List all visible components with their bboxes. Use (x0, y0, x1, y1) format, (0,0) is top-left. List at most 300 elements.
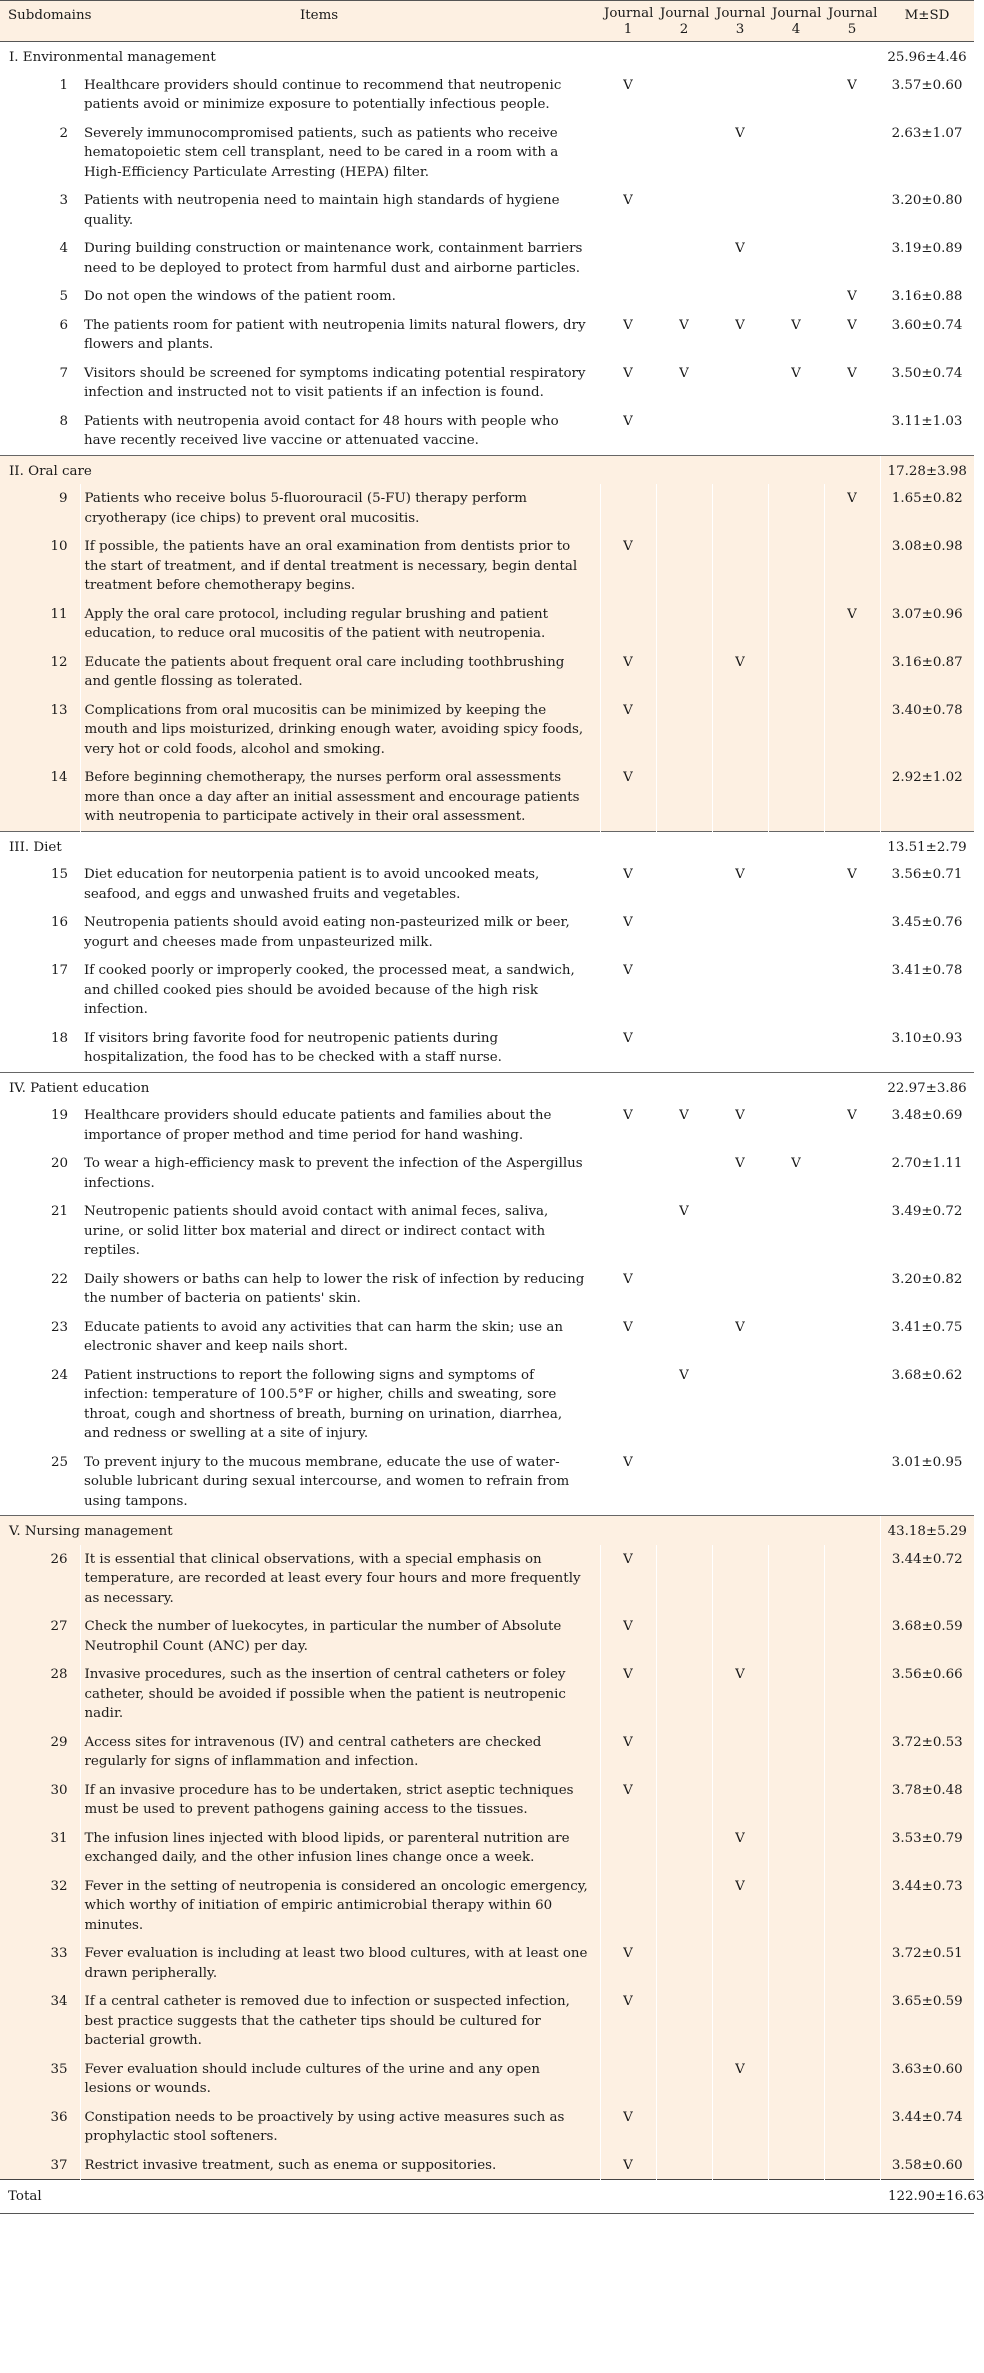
journal-2-mark (656, 2055, 712, 2103)
item-row (0, 2055, 974, 2103)
journal-3-mark (712, 282, 768, 311)
journal-2-mark (656, 1024, 712, 1073)
journal-2-mark (656, 1149, 712, 1197)
journal-1-mark: V (623, 963, 633, 978)
journal-2-mark (656, 600, 712, 648)
journal-4-mark: V (791, 1156, 801, 1171)
journal-5-mark (824, 956, 880, 1024)
item-row (0, 2103, 974, 2151)
item-text: If visitors bring favorite food for neutropenic patients during hospitalization, the food has to be checked with a staff nurse. (84, 1030, 502, 1065)
header-mean-sd: M±SD (880, 1, 974, 42)
journal-4-mark (768, 1265, 824, 1313)
journal-4-mark (768, 1545, 824, 1613)
item-mean-sd: 3.50±0.74 (891, 365, 963, 381)
journal-4-mark (768, 1824, 824, 1872)
journal-1-mark: V (600, 532, 656, 600)
journal-5-mark (824, 1149, 880, 1197)
journal-2-mark (656, 1612, 712, 1660)
header-journal-2 (656, 1, 712, 42)
journal-4-mark (768, 956, 824, 1024)
journal-1-mark: V (600, 648, 656, 696)
journal-5-mark: V (847, 1108, 857, 1123)
journal-5-mark (824, 234, 880, 282)
journal-4-mark (768, 234, 824, 282)
item-number: 18 (50, 1030, 68, 1046)
journal-1-mark: V (600, 1939, 656, 1987)
item-mean-sd: 3.45±0.76 (891, 915, 963, 930)
journal-4-mark (768, 407, 824, 456)
item-row (0, 2151, 974, 2180)
item-row (0, 1361, 974, 1448)
journal-5-mark: V (824, 600, 880, 648)
item-text: Healthcare providers should educate patients and families about the importance of proper method and time period for hand washing. (84, 1108, 552, 1143)
journal-3-mark: V (712, 648, 768, 696)
item-text: Visitors should be screened for symptoms indicating potential respiratory infection and instructed not to visit patients if an infection is found. (84, 365, 586, 400)
item-number: 24 (50, 1367, 68, 1383)
journal-5-mark (824, 696, 880, 764)
item-number: 12 (0, 648, 80, 696)
journal-5-mark (824, 1987, 880, 2055)
journal-5-mark (824, 1728, 880, 1776)
journal-4-mark (768, 1872, 824, 1940)
journal-2-mark (656, 696, 712, 764)
journal-5-mark (824, 1660, 880, 1728)
journal-5-mark (824, 407, 880, 456)
journal-2-mark (656, 1872, 712, 1940)
journal-3-mark (712, 2151, 768, 2180)
item-row (0, 1024, 974, 1073)
section-title: III. Diet (0, 831, 880, 860)
item-row (0, 186, 974, 234)
journal-5-mark (824, 1872, 880, 1940)
item-number: 14 (0, 763, 80, 831)
item-row (0, 532, 974, 600)
item-mean-sd: 2.70±1.11 (891, 1156, 963, 1171)
item-row (0, 311, 974, 359)
journal-1-mark: V (600, 1776, 656, 1824)
item-number: 36 (0, 2103, 80, 2151)
journal-5-mark (824, 1313, 880, 1361)
journal-5-mark: V (847, 867, 857, 882)
journal-4-mark (768, 908, 824, 956)
item-number: 20 (50, 1156, 68, 1171)
item-mean-sd: 3.01±0.95 (891, 1454, 963, 1470)
item-row (0, 648, 974, 696)
journal-3-mark: V (712, 1660, 768, 1728)
journal-2-mark: V (679, 317, 689, 333)
item-number: 31 (0, 1824, 80, 1872)
journal-3-mark: V (735, 125, 745, 141)
journal-1-mark: V (600, 1545, 656, 1613)
item-mean-sd: 2.63±1.07 (891, 125, 963, 141)
item-row (0, 1987, 974, 2055)
journal-5-mark (824, 119, 880, 187)
journal-5-mark (824, 2103, 880, 2151)
item-mean-sd: 3.20±0.82 (891, 1271, 963, 1287)
journal-2-mark (656, 282, 712, 311)
section-row (0, 42, 974, 71)
item-text: To wear a high-efficiency mask to prevent the infection of the Aspergillus infections. (84, 1156, 583, 1191)
journal-2-mark: V (679, 1108, 689, 1123)
item-number: 35 (0, 2055, 80, 2103)
journal-5-mark (824, 532, 880, 600)
item-row (0, 1824, 974, 1872)
item-number: 19 (50, 1108, 68, 1123)
item-row (0, 1545, 974, 1613)
journal-2-mark (656, 2151, 712, 2180)
journal-5-mark (824, 1824, 880, 1872)
item-text: If a central catheter is removed due to infection or suspected infection, best practice suggests that the catheter tips should be cultured for bacterial growth. (80, 1987, 600, 2055)
section-row (0, 831, 974, 860)
item-text: If cooked poorly or improperly cooked, the processed meat, a sandwich, and chilled cooked pies should be avoided because of the high risk infection. (84, 963, 575, 1017)
item-row (0, 1101, 974, 1149)
section-title: V. Nursing management (0, 1516, 880, 1545)
journal-5-mark (824, 2055, 880, 2103)
item-mean-sd: 3.11±1.03 (891, 413, 963, 429)
journal-4-mark (768, 2055, 824, 2103)
header-journal-1-number: 1 (623, 22, 633, 37)
journal-4-mark (768, 1313, 824, 1361)
journal-5-mark (824, 1448, 880, 1516)
item-mean-sd: 3.58±0.60 (880, 2151, 974, 2180)
journal-4-mark (768, 71, 824, 119)
item-mean-sd: 3.41±0.75 (891, 1319, 963, 1335)
item-text: Invasive procedures, such as the insertion of central catheters or foley catheter, should be avoided if possible when the patient is neutropenic nadir. (80, 1660, 600, 1728)
item-row (0, 1939, 974, 1987)
item-text: To prevent injury to the mucous membrane, educate the use of water-soluble lubricant during sexual intercourse, and women to refrain from using tampons. (84, 1454, 570, 1509)
item-row (0, 1197, 974, 1265)
header-journal-1 (600, 1, 656, 42)
item-text: Access sites for intravenous (IV) and central catheters are checked regularly for signs of inflammation and infection. (80, 1728, 600, 1776)
item-mean-sd: 3.08±0.98 (880, 532, 974, 600)
item-number: 15 (50, 867, 68, 882)
header-journal-3-word: Journal (716, 6, 766, 21)
journal-3-mark: V (735, 317, 745, 333)
journal-4-mark (768, 1939, 824, 1987)
journal-3-mark (712, 1265, 768, 1313)
item-row (0, 1612, 974, 1660)
journal-4-mark (768, 484, 824, 532)
journal-1-mark: V (600, 2151, 656, 2180)
item-mean-sd: 3.63±0.60 (880, 2055, 974, 2103)
journal-4-mark (768, 282, 824, 311)
journal-1-mark: V (623, 1319, 633, 1335)
journal-5-mark: V (847, 77, 857, 93)
item-number: 26 (0, 1545, 80, 1613)
item-text: Educate patients to avoid any activities that can harm the skin; use an electronic shaver and keep nails short. (84, 1319, 563, 1354)
item-text: The infusion lines injected with blood lipids, or parenteral nutrition are exchanged daily, and the other infusion lines change once a week. (80, 1824, 600, 1872)
journal-1-mark (600, 1149, 656, 1197)
item-mean-sd: 3.48±0.69 (891, 1108, 963, 1123)
journal-4-mark (768, 119, 824, 187)
journal-2-mark: V (679, 1367, 689, 1383)
journal-1-mark: V (600, 696, 656, 764)
journal-5-mark: V (847, 365, 857, 381)
header-journal-5-word: Journal (828, 6, 878, 21)
item-number: 6 (59, 317, 68, 333)
item-text: Restrict invasive treatment, such as enema or suppositories. (80, 2151, 600, 2180)
item-number: 13 (0, 696, 80, 764)
journal-5-mark: V (847, 317, 857, 333)
journal-1-mark (600, 119, 656, 187)
journal-5-mark (824, 1197, 880, 1265)
journal-3-mark: V (735, 1108, 745, 1123)
journal-1-mark: V (623, 317, 633, 333)
item-number: 2 (59, 125, 68, 141)
item-mean-sd: 3.44±0.74 (880, 2103, 974, 2151)
journal-4-mark (768, 1987, 824, 2055)
journal-3-mark: V (712, 2055, 768, 2103)
journal-4-mark (768, 1101, 824, 1149)
journal-3-mark: V (735, 867, 745, 882)
journal-1-mark (600, 234, 656, 282)
item-text: Constipation needs to be proactively by using active measures such as prophylactic stool softeners. (80, 2103, 600, 2151)
item-number: 37 (0, 2151, 80, 2180)
journal-3-mark (712, 696, 768, 764)
journal-1-mark (600, 2055, 656, 2103)
item-row (0, 1149, 974, 1197)
item-mean-sd: 3.41±0.78 (891, 963, 963, 978)
header-journal-1-word: Journal (604, 6, 654, 21)
journal-2-mark (656, 1987, 712, 2055)
item-text: Fever evaluation should include cultures of the urine and any open lesions or wounds. (80, 2055, 600, 2103)
journal-5-mark (824, 763, 880, 831)
journal-4-mark (768, 1728, 824, 1776)
item-number: 25 (50, 1454, 68, 1470)
journal-3-mark (712, 407, 768, 456)
journal-4-mark (768, 2151, 824, 2180)
item-text: The patients room for patient with neutropenia limits natural flowers, dry flowers and plants. (84, 317, 586, 352)
item-row (0, 1776, 974, 1824)
table-body (0, 42, 974, 2180)
journal-3-mark (712, 532, 768, 600)
item-mean-sd: 3.57±0.60 (891, 77, 963, 93)
header-journal-3-number: 3 (735, 22, 745, 37)
item-row (0, 908, 974, 956)
journal-2-mark (656, 908, 712, 956)
section-mean-sd: 25.96±4.46 (887, 50, 967, 65)
journal-4-mark (768, 648, 824, 696)
item-mean-sd: 3.60±0.74 (891, 317, 963, 333)
section-row (0, 455, 974, 484)
item-row (0, 1448, 974, 1516)
journal-5-mark (824, 1612, 880, 1660)
journal-3-mark (712, 359, 768, 407)
item-mean-sd: 3.16±0.87 (880, 648, 974, 696)
item-number: 16 (50, 915, 68, 930)
journal-4-mark (768, 696, 824, 764)
item-row (0, 1872, 974, 1940)
item-row (0, 71, 974, 119)
item-mean-sd: 3.53±0.79 (880, 1824, 974, 1872)
item-text: Apply the oral care protocol, including regular brushing and patient education, to reduce oral mucositis of the patient with neutropenia. (80, 600, 600, 648)
header-journal-2-number: 2 (679, 22, 689, 37)
journal-4-mark (768, 600, 824, 648)
item-number: 1 (59, 77, 68, 93)
journal-1-mark (600, 1197, 656, 1265)
journal-2-mark: V (679, 365, 689, 381)
item-mean-sd: 3.44±0.72 (880, 1545, 974, 1613)
journal-3-mark (712, 956, 768, 1024)
item-text: Before beginning chemotherapy, the nurses perform oral assessments more than once a day after an initial assessment and encourage patients with neutropenia to participate actively in their oral assessment. (80, 763, 600, 831)
item-mean-sd: 1.65±0.82 (880, 484, 974, 532)
item-text: Diet education for neutorpenia patient is to avoid uncooked meats, seafood, and eggs and unwashed fruits and vegetables. (84, 867, 540, 902)
item-row (0, 119, 974, 187)
header-subdomains: Subdomains (0, 1, 80, 42)
item-text: Fever evaluation is including at least two blood cultures, with at least one drawn peripherally. (80, 1939, 600, 1987)
table-header (0, 1, 974, 42)
journal-1-mark: V (623, 365, 633, 381)
item-number: 17 (50, 963, 68, 978)
item-mean-sd: 3.07±0.96 (880, 600, 974, 648)
header-journal-4 (768, 1, 824, 42)
journal-4-mark (768, 532, 824, 600)
item-row (0, 763, 974, 831)
journal-3-mark (712, 71, 768, 119)
journal-3-mark (712, 1987, 768, 2055)
journal-2-mark (656, 407, 712, 456)
journal-4-mark: V (791, 365, 801, 381)
section-title: I. Environmental management (9, 50, 216, 65)
header-journal-3 (712, 1, 768, 42)
item-text: Patients with neutropenia avoid contact for 48 hours with people who have recently received live vaccine or attenuated vaccine. (84, 413, 559, 448)
journal-3-mark (712, 1197, 768, 1265)
item-text: Complications from oral mucositis can be minimized by keeping the mouth and lips moisturized, drinking enough water, avoiding spicy foods, very hot or cold foods, alcohol and smoking. (80, 696, 600, 764)
journal-1-mark (600, 1872, 656, 1940)
journal-5-mark (824, 2151, 880, 2180)
journal-3-mark: V (712, 1824, 768, 1872)
journal-5-mark (824, 1939, 880, 1987)
item-number: 23 (50, 1319, 68, 1335)
journal-1-mark (600, 1361, 656, 1448)
journal-3-mark (712, 1728, 768, 1776)
item-text: Patients who receive bolus 5-fluorouracil (5-FU) therapy perform cryotherapy (ice chips) to prevent oral mucositis. (80, 484, 600, 532)
item-number: 3 (59, 193, 68, 208)
journal-5-mark: V (847, 289, 857, 304)
journal-3-mark (712, 600, 768, 648)
item-text: Fever in the setting of neutropenia is considered an oncologic emergency, which worthy of initiation of empiric antimicrobial therapy within 60 minutes. (80, 1872, 600, 1940)
header-items: Items (80, 1, 600, 42)
journal-3-mark (712, 763, 768, 831)
journal-5-mark (824, 186, 880, 234)
journal-2-mark (656, 1939, 712, 1987)
item-number: 30 (0, 1776, 80, 1824)
total-row (0, 2180, 974, 2214)
item-text: Daily showers or baths can help to lower the risk of infection by reducing the number of bacteria on patients' skin. (84, 1271, 585, 1306)
header-journal-4-number: 4 (791, 22, 801, 37)
item-mean-sd: 3.68±0.59 (880, 1612, 974, 1660)
section-mean-sd: 17.28±3.98 (880, 455, 974, 484)
item-number: 11 (0, 600, 80, 648)
item-number: 5 (59, 289, 68, 304)
journal-2-mark (656, 234, 712, 282)
item-row (0, 600, 974, 648)
journal-2-mark (656, 2103, 712, 2151)
item-number: 8 (59, 413, 68, 429)
item-text: Neutropenic patients should avoid contact with animal feces, saliva, urine, or solid litter box material and direct or indirect contact with reptiles. (84, 1204, 549, 1258)
journal-3-mark (712, 1776, 768, 1824)
section-mean-sd: 43.18±5.29 (880, 1516, 974, 1545)
item-number: 22 (50, 1271, 68, 1287)
item-number: 28 (0, 1660, 80, 1728)
item-row (0, 1728, 974, 1776)
journal-3-mark (712, 1361, 768, 1448)
journal-1-mark (600, 484, 656, 532)
journal-1-mark: V (623, 1108, 633, 1123)
item-mean-sd: 3.19±0.89 (891, 241, 963, 256)
journal-2-mark (656, 71, 712, 119)
section-mean-sd: 13.51±2.79 (880, 831, 974, 860)
journal-1-mark: V (600, 2103, 656, 2151)
item-number: 29 (0, 1728, 80, 1776)
journal-1-mark: V (600, 1987, 656, 2055)
journal-3-mark (712, 1024, 768, 1073)
journal-1-mark: V (623, 193, 633, 208)
item-text: It is essential that clinical observations, with a special emphasis on temperature, are recorded at least every four hours and more frequently as necessary. (80, 1545, 600, 1613)
item-mean-sd: 3.56±0.66 (880, 1660, 974, 1728)
journal-4-mark (768, 1660, 824, 1728)
item-mean-sd: 2.92±1.02 (880, 763, 974, 831)
journal-5-mark (824, 1776, 880, 1824)
journal-3-mark (712, 1545, 768, 1613)
item-text: Check the number of luekocytes, in particular the number of Absolute Neutrophil Count (ANC) per day. (80, 1612, 600, 1660)
section-row (0, 1072, 974, 1101)
journal-1-mark: V (600, 1728, 656, 1776)
item-row (0, 1660, 974, 1728)
item-mean-sd: 3.49±0.72 (891, 1204, 963, 1219)
journal-4-mark: V (791, 317, 801, 333)
item-mean-sd: 3.68±0.62 (891, 1367, 963, 1383)
journal-1-mark: V (600, 1660, 656, 1728)
journal-2-mark (656, 1313, 712, 1361)
item-row (0, 359, 974, 407)
item-text: Do not open the windows of the patient room. (84, 289, 396, 304)
item-text: Patient instructions to report the following signs and symptoms of infection: temperature of 100.5°F or higher, chills and sweating, sore throat, cough and shortness of breath, burning on urination, diarrhea, and redness or swelling at a site of injury. (84, 1367, 563, 1441)
item-number: 32 (0, 1872, 80, 1940)
journal-4-mark (768, 1776, 824, 1824)
item-row (0, 696, 974, 764)
journal-4-mark (768, 1361, 824, 1448)
section-title: IV. Patient education (0, 1072, 880, 1101)
item-row (0, 956, 974, 1024)
item-number: 27 (0, 1612, 80, 1660)
journal-1-mark: V (600, 763, 656, 831)
item-number: 4 (59, 241, 68, 256)
item-mean-sd: 3.44±0.73 (880, 1872, 974, 1940)
journal-4-mark (768, 1197, 824, 1265)
journal-1-mark (600, 282, 656, 311)
journal-2-mark: V (679, 1204, 689, 1219)
journal-3-mark: V (735, 1319, 745, 1335)
table-footer (0, 2180, 984, 2214)
journal-4-mark (768, 1612, 824, 1660)
journal-2-mark (656, 1448, 712, 1516)
item-text: During building construction or maintenance work, containment barriers need to be deployed to protect from harmful dust and airborne particles. (84, 241, 583, 276)
item-number: 10 (0, 532, 80, 600)
journal-1-mark: V (623, 77, 633, 93)
item-row (0, 1265, 974, 1313)
journal-3-mark (712, 1612, 768, 1660)
header-journal-5-number: 5 (847, 22, 857, 37)
item-mean-sd: 3.20±0.80 (891, 193, 963, 208)
journal-2-mark (656, 1265, 712, 1313)
journal-2-mark (656, 1776, 712, 1824)
journal-5-mark (824, 908, 880, 956)
journal-2-mark (656, 1824, 712, 1872)
item-mean-sd: 3.72±0.51 (880, 1939, 974, 1987)
item-mean-sd: 3.72±0.53 (880, 1728, 974, 1776)
item-mean-sd: 3.40±0.78 (880, 696, 974, 764)
